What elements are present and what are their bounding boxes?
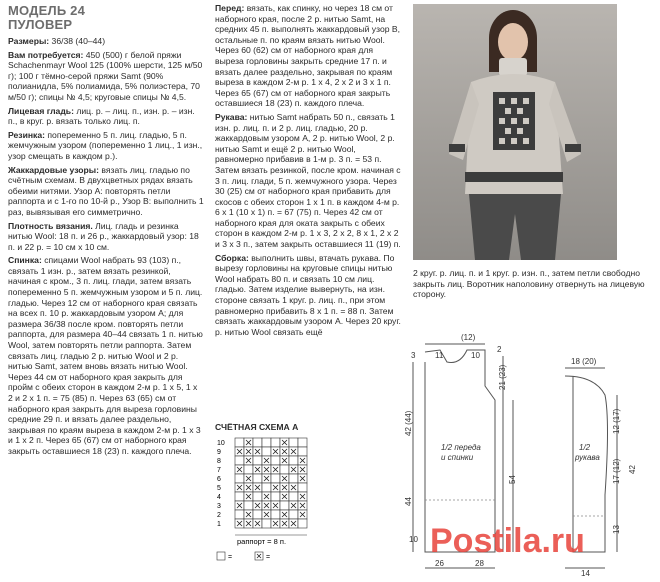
body-neck-drop-right: 2	[497, 345, 502, 354]
body-bottom-width-a: 26	[435, 559, 444, 568]
chart-row-number: 1	[217, 521, 221, 528]
chart-row-number: 6	[217, 476, 221, 483]
materials-label: Вам потребуется:	[8, 49, 84, 60]
rib-label: Резинка:	[8, 129, 45, 140]
chart-cell	[298, 447, 307, 456]
model-title: МОДЕЛЬ 24	[8, 3, 86, 18]
sizes-paragraph	[8, 36, 204, 47]
chart-cell	[271, 456, 280, 465]
chart-cell	[235, 456, 244, 465]
chart-row-number: 9	[217, 449, 221, 456]
chart-row-number: 3	[217, 503, 221, 510]
legend-empty-label: =	[228, 554, 233, 561]
sleeve-label-2: рукава	[575, 453, 600, 462]
body-neck-width: 11	[435, 351, 444, 360]
chart-row-number: 5	[217, 485, 221, 492]
column-2	[215, 0, 403, 340]
chart-row-number: 8	[217, 458, 221, 465]
chart-cell	[289, 456, 298, 465]
jacquard-paragraph	[8, 165, 204, 218]
chart-cell	[253, 492, 262, 501]
chart-cell	[235, 492, 244, 501]
chart-cell	[244, 501, 253, 510]
body-side-total: 42 (44)	[404, 410, 413, 436]
rib-paragraph	[8, 130, 204, 162]
chart-cell	[253, 456, 262, 465]
collar-caption: 2 круг. р. лиц. п. и 1 круг. р. изн. п., затем петли свободно закрыть лиц. Воротник наполовину отвернуть на лицевую сторону.	[413, 268, 645, 300]
jacquard-label: Жаккардовые узоры:	[8, 164, 99, 175]
chart-cell	[271, 492, 280, 501]
sleeves-label: Рукава:	[215, 111, 248, 122]
sleeves-value: нитью Samt набрать 50 п., связать 1 изн. р. лиц. п. и 2 р. лиц. гладью, 20 р. жаккардовым узором А, 2 р. нитью Wool, 2 р. нитью Samt и ещё 2 р. нитью Wool, равномерно прибавив в 1-м р. 3 п. = 53 п. Затем вязать резинкой, после кром. начиная с 3 п. лиц. глади, 5 п. жемчужного узора. Через 30 (25) см от наборного края прибавить для скосов с обеих сторон 1 x 1 п. в каждом 4-м р. 6 x 1 (10 x 1) п. = 67 (75) п. Через 42 см от наборного края для оката закрыть с обеих сторон в каждом 2-м р. 1 x 3, 2 x 2, 8 x 1, 2 x 2 и 3 x 3 п., затем закрыть оставшиеся 11 (19) п.	[215, 111, 401, 250]
legend-empty-cell	[217, 552, 225, 560]
body-neck-drop: 3	[411, 351, 416, 360]
body-top-width: (12)	[461, 333, 476, 342]
front-value: вязать, как спинку, но через 18 см от наборного края, после 2 р. нитью Samt, на средних 45 п. выполнять жаккардовый узор В, остальные п. по краям вязать нитью Wool. Через 60 (62) см от наборного края для выреза горловины закрыть средние 17 п. и вязать далее раздельно, закрывая по краям выреза в каждом 2-м р. 1 x 4, 2 x 2 и 3 x 1 п. Через 65 (67) см от наборного края закрыть оставшиеся 18 (23) п. каждого плеча.	[215, 3, 401, 109]
materials-paragraph	[8, 50, 204, 103]
chart-cell	[235, 438, 244, 447]
sleeve-upper: 17 (12)	[612, 458, 621, 484]
sleeve-top-width: 18 (20)	[571, 357, 597, 366]
chart-cell	[262, 438, 271, 447]
stockinette-paragraph	[8, 106, 204, 127]
sleeve-label-1: 1/2	[579, 443, 591, 452]
chart-row-number: 7	[217, 467, 221, 474]
chart-cell	[271, 474, 280, 483]
body-label-2: и спинки	[441, 453, 474, 462]
jacquard-value: вязать лиц. гладью по счётным схемам. В двухцветных рядах вязать обеими нитями. Узор А: повторять петли раппорта и с 1-го по 10-й р., Узор В: выполнить 1 раз, вывязывая его симметрично.	[8, 164, 204, 217]
body-lower-side: 44	[404, 497, 413, 506]
sizes-value: 36/38 (40–44)	[49, 36, 106, 46]
front-label: Перед:	[215, 3, 245, 13]
chart-cell	[262, 447, 271, 456]
chart-row-number: 2	[217, 512, 221, 519]
chart-row-number: 10	[217, 440, 225, 447]
body-bottom-dash: 10	[409, 535, 418, 544]
chart-cell	[235, 474, 244, 483]
back-paragraph	[8, 255, 204, 456]
gauge-label: Плотность вязания.	[8, 220, 93, 231]
model-photo-illustration	[413, 4, 617, 260]
body-right-side: 54	[508, 475, 517, 484]
model-photo	[413, 4, 617, 260]
chart-cell	[280, 501, 289, 510]
body-label-1: 1/2 переда	[441, 443, 481, 452]
chart-cell	[289, 474, 298, 483]
chart-cell	[298, 519, 307, 528]
chart-cell	[280, 465, 289, 474]
materials-value: 450 (500) г белой пряжи Schachenmayr Wool 125 (100% шерсти, 125 м/50 г); 100 г тёмно-серой пряжи Samt (90% полианидла, 5% полиамида, 5% полиэстера, 70 м/50 г); спицы № 4,5; круговые спицы № 4,5.	[8, 49, 203, 102]
chart-cell	[289, 492, 298, 501]
chart-cell	[289, 510, 298, 519]
chart-cell	[244, 465, 253, 474]
rapport-label: раппорт = 8 п.	[237, 537, 287, 546]
item-title: ПУЛОВЕР	[8, 17, 73, 32]
stockinette-label: Лицевая гладь:	[8, 105, 74, 116]
chart-cell	[298, 483, 307, 492]
chart-cell	[271, 438, 280, 447]
gauge-value: Лиц. гладь и резинка нитью Wool: 18 п. и 26 р., жаккардовый узор: 18 п. и 22 р. = 10 см x 10 см.	[8, 220, 199, 252]
chart-cell	[289, 438, 298, 447]
chart-cell	[253, 438, 262, 447]
sleeve-total: 42	[628, 465, 637, 474]
back-value: спицами Wool набрать 93 (103) п., связать 1 изн. р., затем вязать резинкой, начиная с кром., 3 п. лиц. глади, затем вязать попеременно 5 п. жемчужным узором и 5 п. лиц. гладью. Через 12 см от наборного края связать на всех п. 10 р. жаккардовым узором А; для размера 36/38 после кром. повторять петли раппорта, для размера 40–44 связать 1 п. нитью Wool, затем повторять петли раппорта. Затем связать лиц. гладью 2 р. нитью Wool и 2 р. нитью Samt, затем вновь вязать нитью Wool. Через 44 см от наборного края закрыть для пройм с обеих сторон в каждом 2-м р. 1 x 5, 1 x 2 и 2 x 1 п. = 75 (85) п. Через 63 (65) см от наборного края закрыть для выреза горловины средние 29 п. и вязать далее раздельно, закрывая по краям выреза в каждом 2-м р. 1 x 3 и 1 x 2 п. Через 65 (67) см от наборного края закрыть оставшиеся 18 (23) п. каждого плеча.	[8, 255, 203, 456]
chart-cell	[262, 519, 271, 528]
assembly-label: Сборка:	[215, 252, 249, 263]
chart-row-number: 4	[217, 494, 221, 501]
body-bottom-width-b: 28	[475, 559, 484, 568]
sleeve-lower: 13	[612, 525, 621, 534]
chart-cell	[235, 510, 244, 519]
watermark: Postila.ru	[430, 522, 585, 560]
assembly-paragraph	[215, 253, 403, 338]
chart-cell	[262, 483, 271, 492]
body-armhole: 21 (23)	[498, 364, 507, 390]
column-1	[8, 0, 204, 460]
rib-value: попеременно 5 п. лиц. гладью, 5 п. жемчужным узором (попеременно 1 лиц., 1 изн., узор смещать в каждом р.).	[8, 129, 203, 161]
stockinette-value: лиц. р. – лиц. п., изн. р. – изн. п., в круг. р. вязать только лиц. п.	[8, 105, 195, 127]
legend-x-label: =	[266, 554, 271, 561]
chart-cell	[271, 510, 280, 519]
sizes-label: Размеры:	[8, 36, 50, 46]
assembly-value: выполнить швы, втачать рукава. По вырезу горловины на круговые спицы нитью Wool набрать 80 п. и связать 10 см лиц. гладью. Затем изделие вывернуть, на изн. стороне связать 1 круг. р. лиц. п., при этом равномерно прибавить 8 x 1 п. = 88 п. Затем связать жаккардовым узором А. Через 20 круг. р. нитью Wool связать ещё	[215, 252, 401, 337]
chart-cell	[253, 510, 262, 519]
chart-title: СЧЁТНАЯ СХЕМА А	[215, 422, 299, 432]
chart-cell	[298, 438, 307, 447]
chart-grid	[215, 436, 325, 568]
front-paragraph	[215, 3, 403, 109]
sleeves-paragraph	[215, 112, 403, 250]
body-shoulder-width: 10	[471, 351, 480, 360]
sleeve-bottom-width: 14	[581, 569, 590, 578]
gauge-paragraph	[8, 221, 204, 253]
back-label: Спинка:	[8, 255, 42, 266]
counting-chart-a	[215, 422, 325, 572]
chart-cell	[253, 474, 262, 483]
sleeve-cap-height: 12 (17)	[612, 408, 621, 434]
